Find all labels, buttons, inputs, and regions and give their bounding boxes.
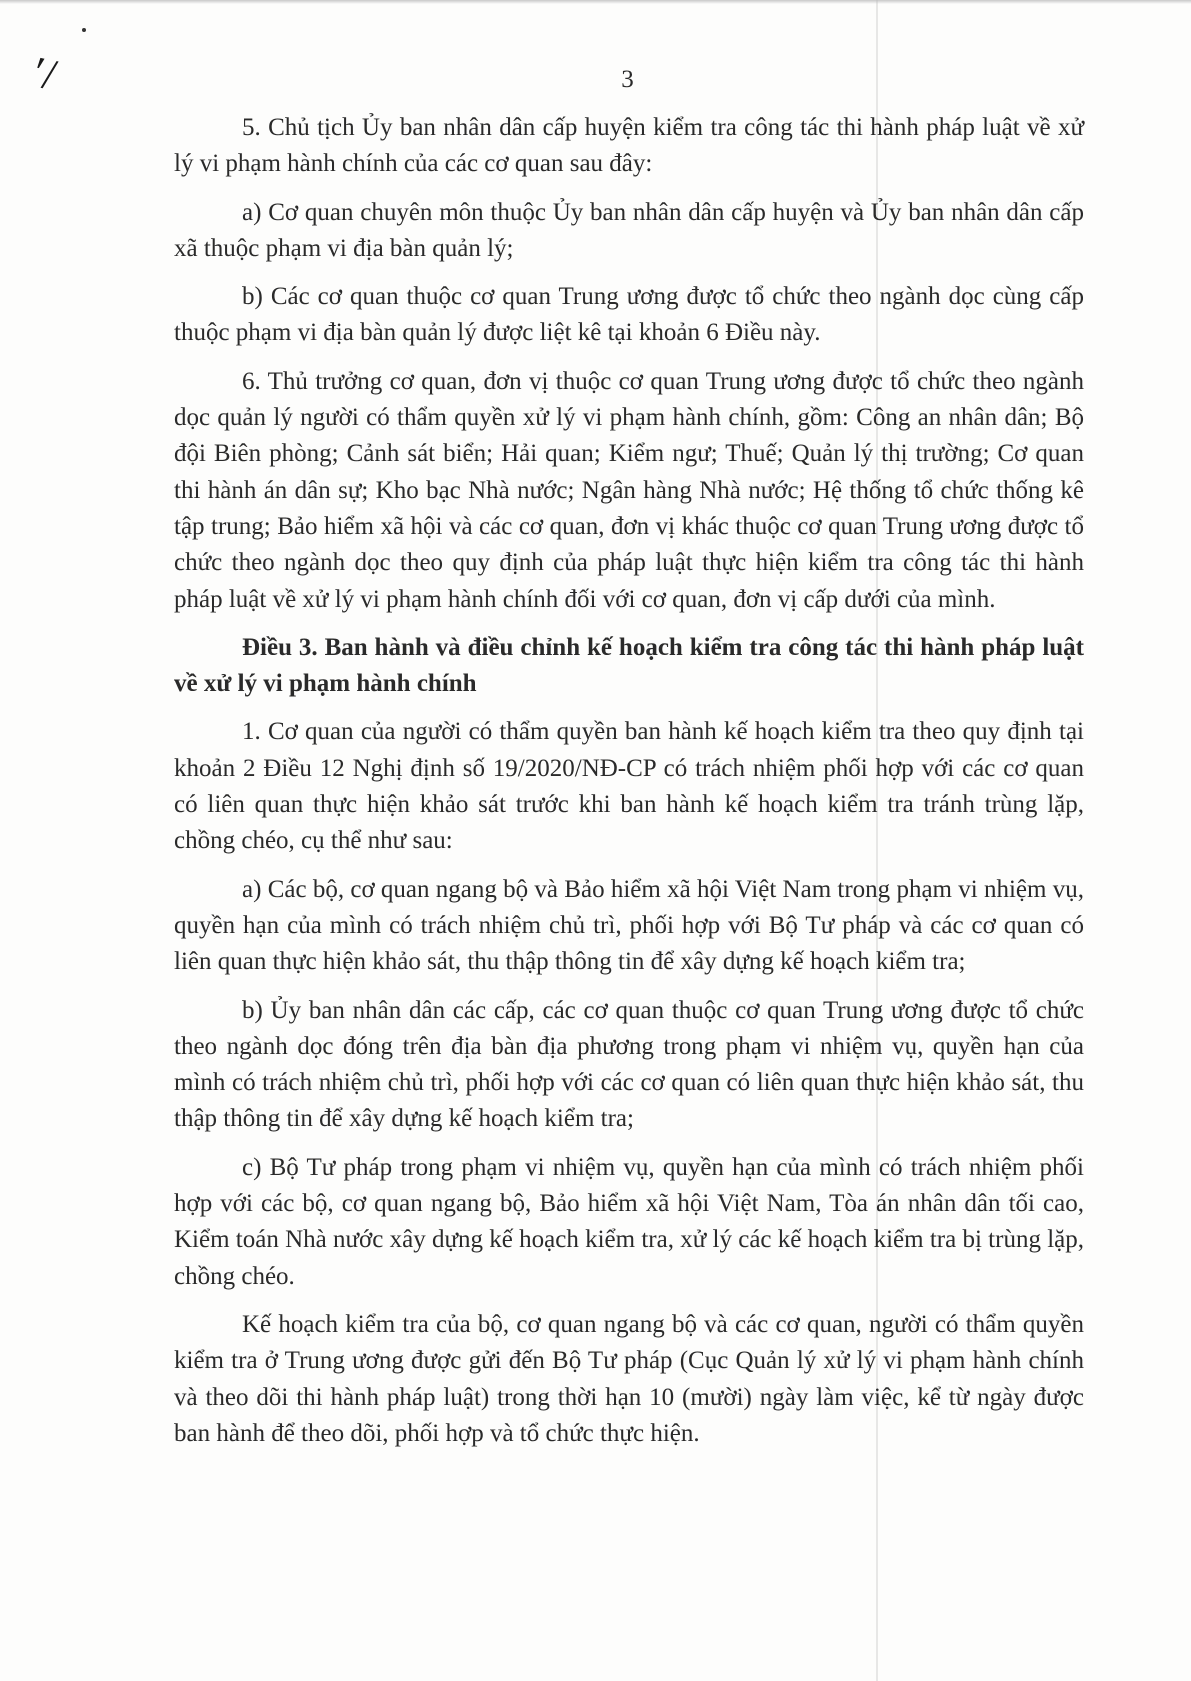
- scan-top-edge: [0, 0, 1191, 4]
- paragraph-clause-5b: b) Các cơ quan thuộc cơ quan Trung ương được tổ chức theo ngành dọc cùng cấp thuộc phạm vi địa bàn quản lý được liệt kê tại khoản 6 Điều này.: [174, 283, 1084, 347]
- paragraph-clause-5: 5. Chủ tịch Ủy ban nhân dân cấp huyện kiểm tra công tác thi hành pháp luật về xử lý vi phạm hành chính của các cơ quan sau đây:: [174, 114, 1084, 178]
- paragraph-clause-5a: a) Cơ quan chuyên môn thuộc Ủy ban nhân dân cấp huyện và Ủy ban nhân dân cấp xã thuộc phạm vi địa bàn quản lý;: [174, 198, 1084, 262]
- page-number: 3: [621, 66, 634, 93]
- paragraph-article-3-clause-1a: a) Các bộ, cơ quan ngang bộ và Bảo hiểm xã hội Việt Nam trong phạm vi nhiệm vụ, quyền hạn của mình có trách nhiệm chủ trì, phối hợp với Bộ Tư pháp và các cơ quan có liên quan thực hiện khảo sát, thu thập thông tin để xây dựng kế hoạch kiểm tra;: [174, 875, 1084, 976]
- ink-dot-icon: [82, 28, 86, 32]
- paragraph-article-3-clause-1: 1. Cơ quan của người có thẩm quyền ban hành kế hoạch kiểm tra theo quy định tại khoản 2 Điều 12 Nghị định số 19/2020/NĐ-CP có trách nhiệm phối hợp với các cơ quan có liên quan thực hiện khảo sát trước khi ban hành kế hoạch kiểm tra tránh trùng lặp, chồng chéo, cụ thể như sau:: [174, 718, 1084, 855]
- paragraph-inspection-plan: Kế hoạch kiểm tra của bộ, cơ quan ngang bộ và các cơ quan, người có thẩm quyền kiểm tra ở Trung ương được gửi đến Bộ Tư pháp (Cục Quản lý xử lý vi phạm hành chính và theo dõi thi hành pháp luật) trong thời hạn 10 (mười) ngày làm việc, kể từ ngày được ban hành để theo dõi, phối hợp và tổ chức thực hiện.: [174, 1310, 1084, 1447]
- handwritten-mark-icon: ʹ/: [29, 47, 61, 100]
- article-3-heading: Điều 3. Ban hành và điều chỉnh kế hoạch kiểm tra công tác thi hành pháp luật về xử lý vi phạm hành chính: [174, 633, 1084, 698]
- document-body: [174, 110, 1084, 1464]
- paragraph-article-3-clause-1b: b) Ủy ban nhân dân các cấp, các cơ quan thuộc cơ quan Trung ương được tổ chức theo ngành dọc đóng trên địa bàn địa phương trong phạm vi nhiệm vụ, quyền hạn của mình có trách nhiệm chủ trì, phối hợp với các cơ quan có liên quan thực hiện khảo sát, thu thập thông tin để xây dựng kế hoạch kiểm tra;: [174, 996, 1084, 1133]
- paragraph-clause-6: 6. Thủ trưởng cơ quan, đơn vị thuộc cơ quan Trung ương được tổ chức theo ngành dọc quản lý người có thẩm quyền xử lý vi phạm hành chính, gồm: Công an nhân dân; Bộ đội Biên phòng; Cảnh sát biển; Hải quan; Kiểm ngư; Thuế; Quản lý thị trường; Cơ quan thi hành án dân sự; Kho bạc Nhà nước; Ngân hàng Nhà nước; Hệ thống tổ chức thống kê tập trung; Bảo hiểm xã hội và các cơ quan, đơn vị khác thuộc cơ quan Trung ương được tổ chức theo ngành dọc theo quy định của pháp luật thực hiện kiểm tra công tác thi hành pháp luật về xử lý vi phạm hành chính đối với cơ quan, đơn vị cấp dưới của mình.: [174, 367, 1084, 613]
- paragraph-article-3-clause-1c: c) Bộ Tư pháp trong phạm vi nhiệm vụ, quyền hạn của mình có trách nhiệm phối hợp với các bộ, cơ quan ngang bộ, Bảo hiểm xã hội Việt Nam, Tòa án nhân dân tối cao, Kiểm toán Nhà nước xây dựng kế hoạch kiểm tra, xử lý các kế hoạch kiểm tra bị trùng lặp, chồng chéo.: [174, 1153, 1084, 1290]
